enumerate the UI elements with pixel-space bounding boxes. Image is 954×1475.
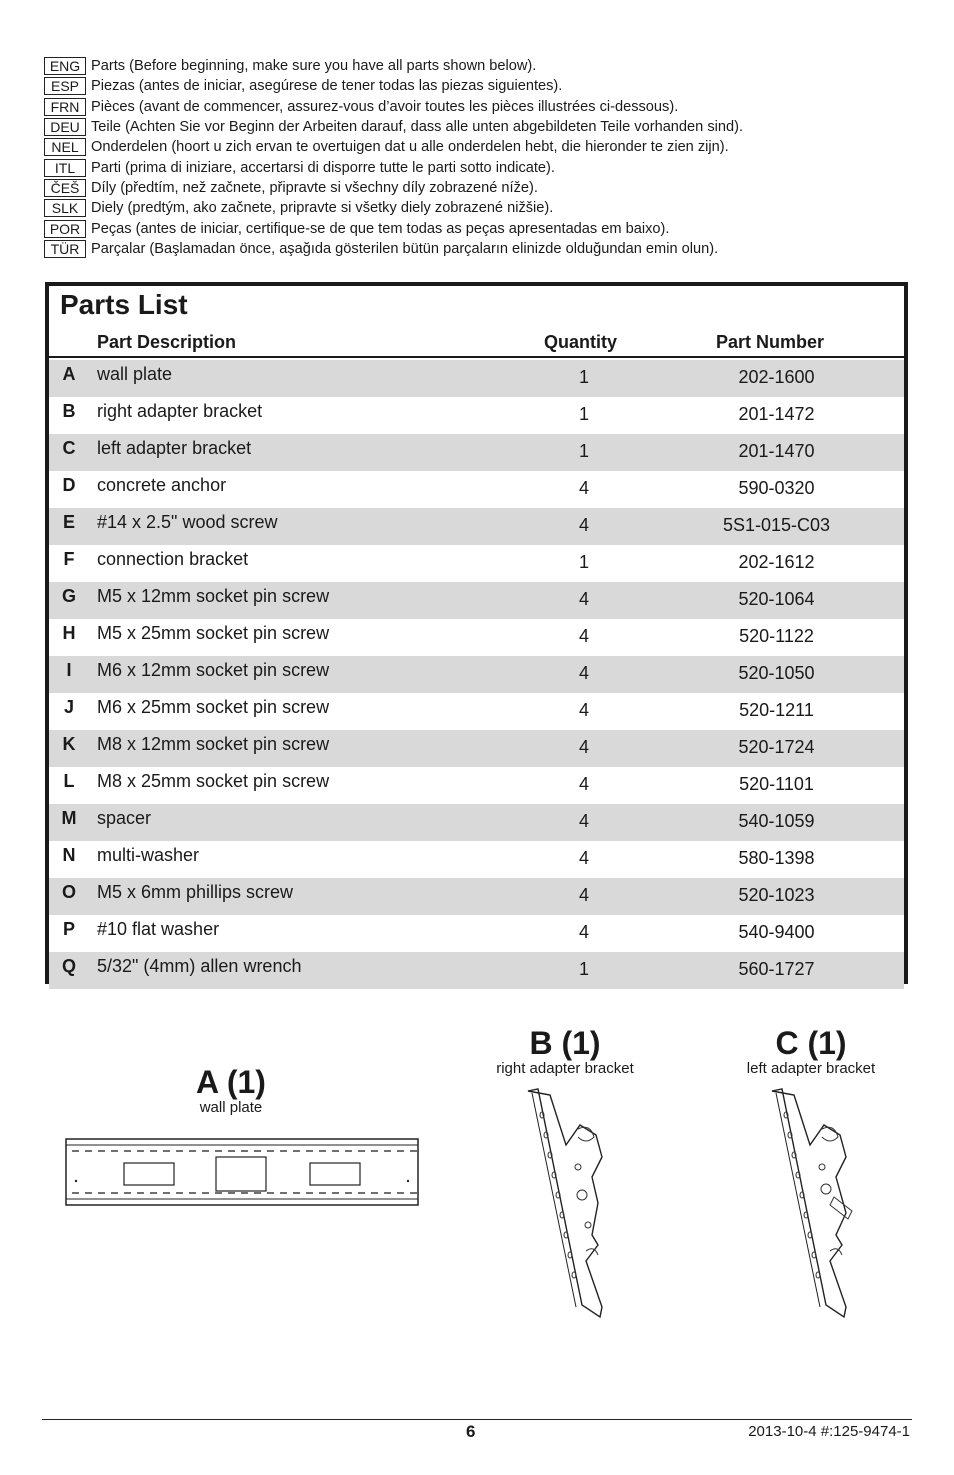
page-number: 6	[466, 1422, 476, 1441]
part-letter: Q	[61, 956, 76, 976]
part-description: M8 x 12mm socket pin screw	[97, 734, 330, 754]
table-row	[49, 730, 904, 767]
part-letter: E	[62, 512, 75, 532]
part-number: 201-1470	[738, 441, 815, 461]
part-number: 202-1600	[738, 367, 815, 387]
part-number: 560-1727	[738, 959, 815, 979]
part-quantity: 1	[578, 404, 589, 424]
lang-code: ITL	[44, 159, 86, 177]
lang-row-tur	[44, 239, 924, 259]
illustration-b-title: B (1)	[529, 1025, 601, 1061]
part-quantity: 1	[578, 959, 589, 979]
part-quantity: 4	[578, 811, 589, 831]
table-row	[49, 952, 904, 989]
part-quantity: 1	[578, 367, 589, 387]
table-body	[49, 360, 904, 989]
illustration-a-title: A (1)	[196, 1064, 266, 1100]
part-quantity: 4	[578, 478, 589, 498]
lang-text: Diely (predtým, ako začnete, pripravte si všetky diely zobrazené nižšie).	[91, 200, 554, 217]
part-quantity: 4	[578, 700, 589, 720]
part-letter: C	[62, 438, 76, 458]
lang-row-frn	[44, 97, 924, 117]
part-description: connection bracket	[97, 549, 249, 569]
part-description: right adapter bracket	[97, 401, 263, 421]
column-header-quantity: Quantity	[544, 332, 618, 352]
part-description: left adapter bracket	[97, 438, 252, 458]
lang-code: DEU	[44, 118, 86, 136]
part-quantity: 4	[578, 663, 589, 683]
lang-code: POR	[44, 220, 86, 238]
part-number: 520-1211	[739, 700, 814, 720]
part-number: 520-1724	[738, 737, 815, 757]
part-quantity: 1	[578, 552, 589, 572]
parts-list-table	[45, 282, 908, 984]
part-letter: M	[61, 808, 77, 828]
illustration-b-header	[470, 1026, 660, 1077]
table-row	[49, 545, 904, 582]
part-letter: O	[61, 882, 76, 902]
part-number: 520-1050	[738, 663, 815, 683]
part-description: M5 x 25mm socket pin screw	[97, 623, 330, 643]
part-number: 580-1398	[738, 848, 815, 868]
lang-row-ces	[44, 178, 924, 198]
table-row	[49, 471, 904, 508]
lang-code: TÜR	[44, 240, 86, 258]
language-list	[44, 56, 924, 259]
lang-code: ENG	[44, 57, 86, 75]
table-row	[49, 434, 904, 471]
part-number: 202-1612	[738, 552, 815, 572]
illustration-b-label: right adapter bracket	[496, 1060, 634, 1077]
part-number: 520-1101	[739, 774, 814, 794]
part-description: wall plate	[97, 364, 173, 384]
lang-text: Onderdelen (hoort u zich ervan te overtuigen dat u alle onderdelen hebt, die hieronder te zien zijn).	[91, 139, 729, 156]
part-quantity: 4	[578, 515, 589, 535]
table-row	[49, 508, 904, 545]
part-quantity: 4	[578, 589, 589, 609]
lang-row-eng	[44, 56, 924, 76]
part-description: M6 x 25mm socket pin screw	[97, 697, 330, 717]
lang-row-deu	[44, 117, 924, 137]
part-letter: N	[62, 845, 76, 865]
part-letter: P	[62, 919, 75, 939]
lang-row-slk	[44, 198, 924, 218]
part-quantity: 4	[578, 626, 589, 646]
illustration-c-title: C (1)	[775, 1025, 847, 1061]
part-letter: B	[62, 401, 76, 421]
part-quantity: 4	[578, 737, 589, 757]
part-number: 520-1064	[738, 589, 815, 609]
part-quantity: 4	[578, 885, 589, 905]
part-letter: H	[62, 623, 76, 643]
lang-text: Parts (Before beginning, make sure you have all parts shown below).	[91, 58, 537, 75]
table-row	[49, 915, 904, 952]
column-header-part-number: Part Number	[716, 332, 825, 352]
part-letter: D	[62, 475, 76, 495]
document-id: 2013-10-4 #:125-9474-1	[748, 1423, 910, 1440]
table-row	[49, 841, 904, 878]
lang-code: ESP	[44, 77, 86, 95]
illustration-a-header	[146, 1065, 316, 1116]
part-quantity: 4	[578, 774, 589, 794]
part-quantity: 1	[578, 441, 589, 461]
lang-code: ČEŠ	[44, 179, 86, 197]
part-description: #10 flat washer	[97, 919, 220, 939]
part-quantity: 4	[578, 848, 589, 868]
part-letter: L	[63, 771, 75, 791]
lang-text: Pièces (avant de commencer, assurez-vous d’avoir toutes les pièces illustrées ci-dessous).	[91, 98, 679, 115]
part-description: multi-washer	[97, 845, 200, 865]
lang-text: Díly (předtím, než začnete, připravte si všechny díly zobrazené níže).	[91, 179, 538, 196]
part-number: 590-0320	[738, 478, 815, 498]
right-adapter-bracket-drawing	[520, 1085, 620, 1325]
part-description: #14 x 2.5" wood screw	[97, 512, 278, 532]
table-row	[49, 804, 904, 841]
part-letter: A	[62, 364, 76, 384]
part-letter: F	[63, 549, 75, 569]
wall-plate-drawing	[62, 1135, 422, 1210]
left-adapter-bracket-drawing	[764, 1085, 864, 1325]
lang-row-itl	[44, 157, 924, 177]
lang-text: Parçalar (Başlamadan önce, aşağıda gösterilen bütün parçaların elinizde olduğundan emin olun).	[91, 240, 719, 257]
part-number: 520-1122	[739, 626, 814, 646]
table-row	[49, 878, 904, 915]
lang-text: Parti (prima di iniziare, accertarsi di disporre tutte le parti sotto indicate).	[91, 159, 555, 176]
table-row	[49, 693, 904, 730]
part-letter: K	[62, 734, 76, 754]
table-row	[49, 397, 904, 434]
lang-text: Piezas (antes de iniciar, asegúrese de tener todas las piezas siguientes).	[91, 78, 563, 95]
part-quantity: 4	[578, 922, 589, 942]
footer-divider	[42, 1419, 912, 1420]
illustration-a-label: wall plate	[199, 1099, 263, 1116]
table-row	[49, 582, 904, 619]
part-description: M6 x 12mm socket pin screw	[97, 660, 330, 680]
table-header	[49, 332, 904, 358]
lang-code: SLK	[44, 199, 86, 217]
part-letter: I	[66, 660, 72, 680]
lang-row-nel	[44, 137, 924, 157]
lang-row-esp	[44, 76, 924, 96]
part-number: 540-9400	[738, 922, 815, 942]
illustration-c-label: left adapter bracket	[746, 1060, 876, 1077]
illustration-c-header	[728, 1026, 894, 1077]
table-row	[49, 656, 904, 693]
part-number: 520-1023	[738, 885, 815, 905]
part-description: M5 x 6mm phillips screw	[97, 882, 294, 902]
part-letter: G	[61, 586, 76, 606]
lang-code: FRN	[44, 98, 86, 116]
lang-row-por	[44, 218, 924, 238]
table-row	[49, 767, 904, 804]
part-description: 5/32" (4mm) allen wrench	[97, 956, 302, 976]
part-number: 5S1-015-C03	[722, 515, 831, 535]
column-header-description: Part Description	[97, 332, 237, 352]
part-number: 540-1059	[738, 811, 815, 831]
lang-code: NEL	[44, 138, 86, 156]
parts-list-title: Parts List	[60, 289, 188, 320]
part-letter: J	[63, 697, 74, 717]
part-description: M8 x 25mm socket pin screw	[97, 771, 330, 791]
table-row	[49, 619, 904, 656]
part-description: concrete anchor	[97, 475, 227, 495]
part-number: 201-1472	[738, 404, 815, 424]
lang-text: Peças (antes de iniciar, certifique-se de que tem todas as peças apresentadas em baixo).	[91, 220, 670, 237]
part-description: M5 x 12mm socket pin screw	[97, 586, 330, 606]
lang-text: Teile (Achten Sie vor Beginn der Arbeiten darauf, dass alle unten abgebildeten Teile vorhanden sind).	[91, 119, 744, 136]
part-description: spacer	[97, 808, 152, 828]
table-row	[49, 360, 904, 397]
